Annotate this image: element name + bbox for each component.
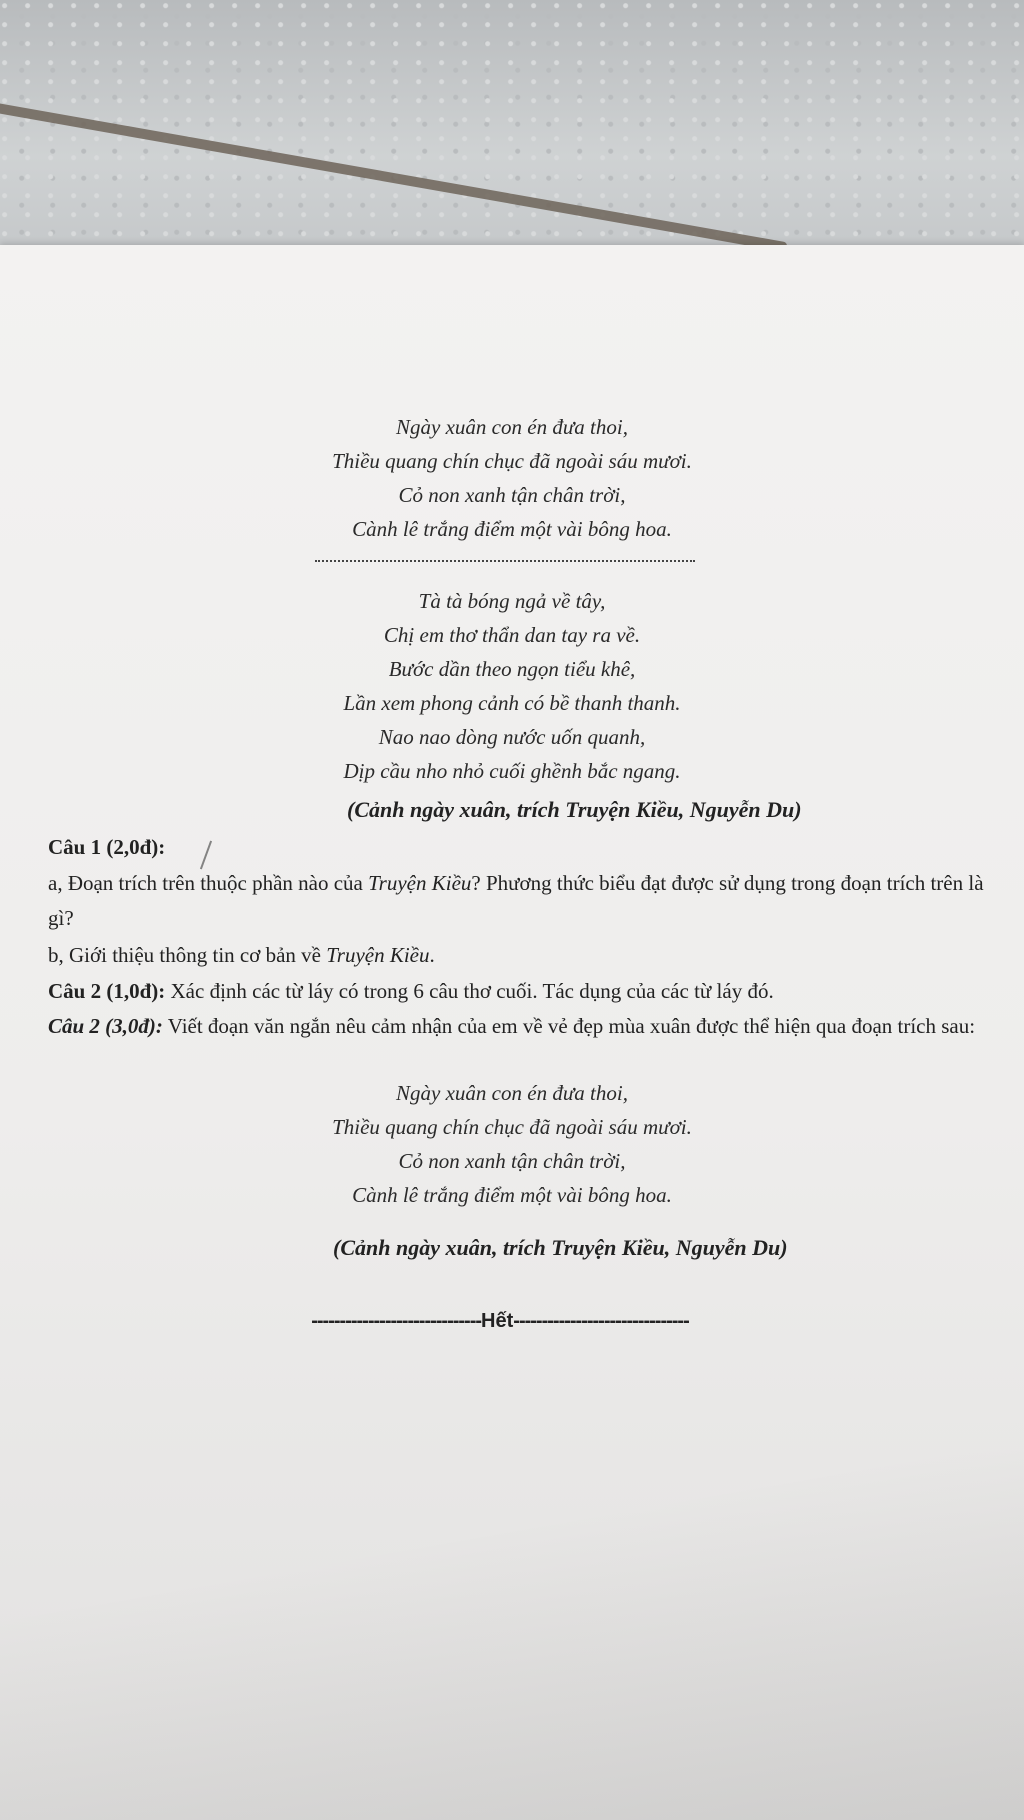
poem-line: Nao nao dòng nước uốn quanh, <box>378 725 646 749</box>
work-title: Truyện Kiều <box>368 871 472 895</box>
poem-line: Tà tà bóng ngả về tây, <box>418 589 606 613</box>
source-work-title: Truyện Kiều <box>551 1235 665 1260</box>
poem-line: Lần xem phong cảnh có bề thanh thanh. <box>343 691 681 715</box>
work-title: Truyện Kiều <box>326 943 430 967</box>
poem-line: Ngày xuân con én đưa thoi, <box>396 415 628 439</box>
question-3: Câu 2 (3,0đ): Viết đoạn văn ngắn nêu cảm nhận của em về vẻ đẹp mùa xuân được thể hiện qua đoạn trích sau: <box>48 1014 976 1038</box>
poem-line: Cỏ non xanh tận chân trời, <box>398 1149 626 1173</box>
poem-line: Ngày xuân con én đưa thoi, <box>396 1081 628 1105</box>
question-1b: b, Giới thiệu thông tin cơ bản về Truyện Kiều. <box>48 943 435 967</box>
quoted-excerpt <box>0 1076 1024 1212</box>
source-work-title: Truyện Kiều <box>565 797 679 822</box>
poem-line: Cành lê trắng điểm một vài bông hoa. <box>352 1183 672 1207</box>
source-suffix: , Nguyễn Du) <box>664 1235 788 1260</box>
poem-line: Chị em thơ thẩn dan tay ra về. <box>383 623 641 647</box>
poem-stanza-2 <box>0 584 1024 788</box>
poem-line: Dịp cầu nho nhỏ cuối ghềnh bắc ngang. <box>343 759 681 783</box>
source-prefix: (Cảnh ngày xuân, trích <box>347 797 566 822</box>
end-word: Hết <box>481 1310 514 1332</box>
end-marker <box>200 1310 800 1333</box>
poem-line: Cỏ non xanh tận chân trời, <box>398 483 626 507</box>
poem-line: Thiều quang chín chục đã ngoài sáu mươi. <box>332 1115 692 1139</box>
question-2-title: Câu 2 (1,0đ): <box>48 979 166 1003</box>
poem-line: Bước dần theo ngọn tiểu khê, <box>388 657 636 681</box>
source-prefix: (Cảnh ngày xuân, trích <box>333 1235 552 1260</box>
end-dashes-left: ------------------------------ <box>311 1310 482 1332</box>
question-1-title: Câu 1 (2,0đ): <box>48 835 166 859</box>
poem-source-citation <box>347 797 802 823</box>
omission-dotted-line <box>315 560 695 562</box>
end-dashes-right: ------------------------------- <box>513 1310 689 1332</box>
poem-line: Cành lê trắng điểm một vài bông hoa. <box>352 517 672 541</box>
question-2: Câu 2 (1,0đ): Xác định các từ láy có trong 6 câu thơ cuối. Tác dụng của các từ láy đó. <box>48 979 774 1003</box>
poem-stanza-1 <box>0 410 1024 546</box>
source-suffix: , Nguyễn Du) <box>678 797 802 822</box>
quote-source-citation <box>333 1235 788 1261</box>
question-1a: a, Đoạn trích trên thuộc phần nào của Truyện Kiều? Phương thức biểu đạt được sử dụng trong đoạn trích trên là gì? <box>48 871 984 930</box>
poem-line: Thiều quang chín chục đã ngoài sáu mươi. <box>332 449 692 473</box>
question-3-title: Câu 2 (3,0đ): <box>48 1014 163 1038</box>
